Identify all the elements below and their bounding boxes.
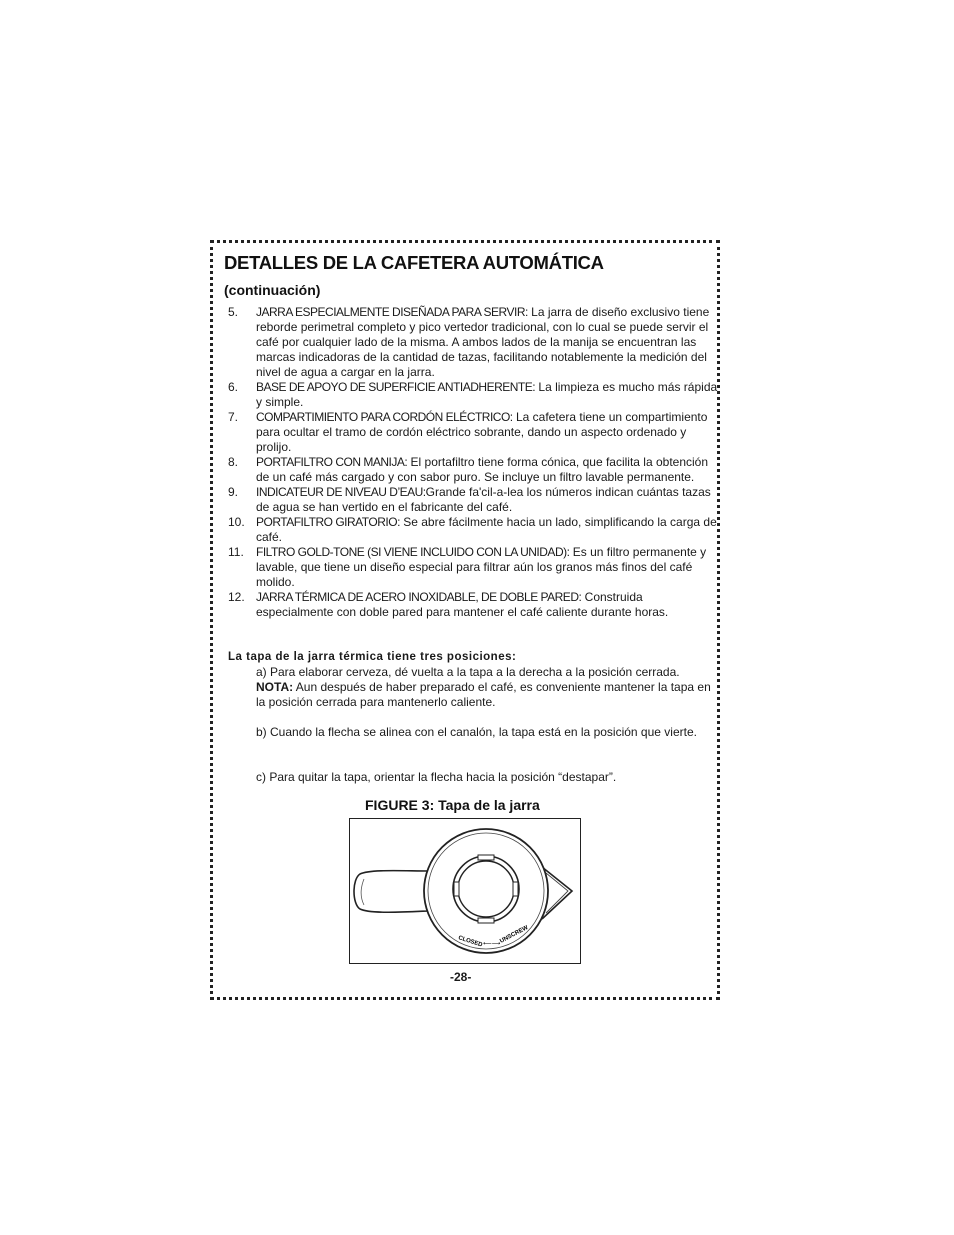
lid-notch-bottom [478,918,494,923]
item-lead: INDICATEUR DE NIVEAU D’EAU: [256,485,426,499]
lid-position-a [256,665,718,710]
lid-position-a-text: a) Para elaborar cerveza, dé vuelta a la tapa a la derecha a la posición cerrada. [256,665,680,679]
item-lead: BASE DE APOYO DE SUPERFICIE ANTIADHERENTE: [256,380,536,394]
item-number: 5. [228,305,239,319]
item-text: Grande fa'cil-a-lea los números indican cuántas tazas de agua se han vertido en el fabricante del café. [256,485,711,514]
item-number: 8. [228,455,239,469]
item-text: La limpieza es mucho más rápida y simple. [256,380,718,409]
list-item [228,410,718,455]
list-item [228,485,718,515]
item-text: Construida especialmente con doble pared para mantener el café caliente durante horas. [256,590,669,619]
lid-positions-heading: La tapa de la jarra térmica tiene tres posiciones: [228,651,517,663]
item-number: 11. [228,545,244,559]
handle-outline [354,871,428,913]
label-closed: CLOSED [457,935,484,949]
list-item [228,515,718,545]
note-text: Aun después de haber preparado el café, es conveniente mantener la tapa en la posición cerrada para mantenerlo caliente. [256,680,711,709]
item-lead: JARRA ESPECIALMENTE DISEÑADA PARA SERVIR: [256,305,528,319]
figure-caption: FIGURE 3: Tapa de la jarra [365,797,540,813]
item-lead: FILTRO GOLD-TONE (SI VIENE INCLUIDO CON LA UNIDAD): [256,545,570,559]
lid-illustration [350,819,579,962]
lid-position-b: b) Cuando la flecha se alinea con el canalón, la tapa está en la posición que vierte. [256,725,697,739]
item-lead: COMPARTIMIENTO PARA CORDÓN ELÉCTRICO: [256,410,513,424]
item-text: Se abre fácilmente hacia un lado, simplificando la carga de café. [256,515,717,544]
item-lead: PORTAFILTRO CON MANIJA: [256,455,408,469]
list-item [228,590,718,620]
item-number: 7. [228,410,239,424]
item-text: El portafiltro tiene forma cónica, que facilita la obtención de un café más cargado y con sabor puro. Se incluye un filtro lavable permanente. [256,455,709,484]
lid-notch-left [454,882,459,896]
page-subtitle: (continuación) [224,282,321,298]
label-arrow: ⟵⟶ [483,940,501,947]
item-lead: JARRA TÉRMICA DE ACERO INOXIDABLE, DE DOBLE PARED: [256,590,582,604]
handle-shading [361,879,364,905]
item-lead: PORTAFILTRO GIRATORIO: [256,515,400,529]
item-text: La jarra de diseño exclusivo tiene reborde perimetral completo y pico vertedor tradicional, con lo cual se puede servir el café por cualquier lado de la misma. A ambos lados de la manija se encuentran las marcas indicadoras de la cantidad de tazas, facilitando notablemente la medición del nivel de agua a cargar en la jarra. [256,305,710,379]
features-list [228,305,718,620]
list-item [228,545,718,590]
item-number: 6. [228,380,239,394]
item-number: 9. [228,485,239,499]
item-number: 10. [228,515,245,529]
item-text: La cafetera tiene un compartimiento para ocultar el tramo de cordón eléctrico sobrante, dando un aspecto ordenado y prolijo. [256,410,708,454]
page-title: DETALLES DE LA CAFETERA AUTOMÁTICA [224,252,604,273]
page-number: -28- [450,970,472,984]
lid-center-ring [453,856,519,922]
list-item [228,305,718,380]
item-number: 12. [228,590,245,604]
list-item [228,380,718,410]
lid-position-c: c) Para quitar la tapa, orientar la flecha hacia la posición “destapar”. [256,770,617,784]
list-item [228,455,718,485]
label-unscrew: UNSCREW [499,924,530,945]
lid-figure [349,818,581,964]
item-text: Es un filtro permanente y lavable, que tiene un diseño especial para filtrar aún los granos más finos del café molido. [256,545,707,589]
lid-positions-section [228,650,718,785]
lid-notch-top [478,855,494,860]
lid-notch-right [513,882,518,896]
note-label: NOTA: [256,680,294,694]
